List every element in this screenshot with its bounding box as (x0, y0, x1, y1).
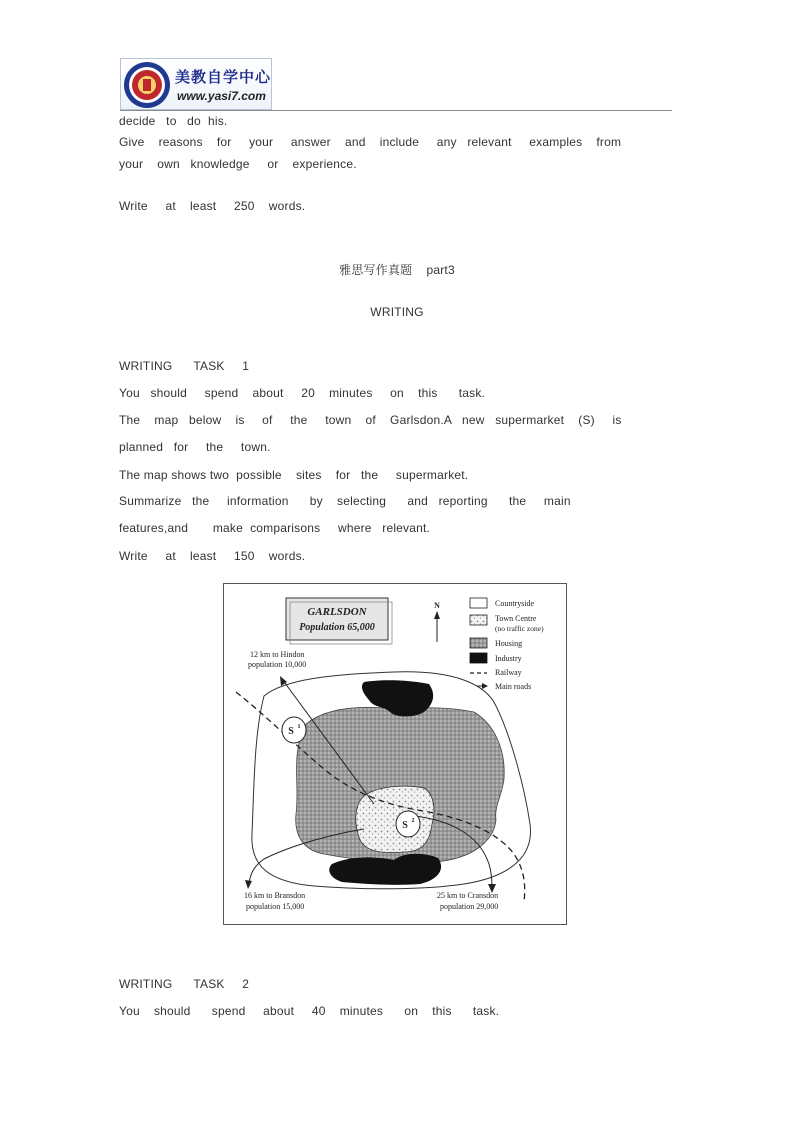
site-2-number: 2 (411, 818, 415, 824)
hindon-population: population 10,000 (248, 660, 307, 669)
text-line: You should spend about 40 minutes on this task. (119, 1004, 500, 1018)
text-line: decide to do his. (119, 114, 228, 128)
legend-main-roads: Main roads (495, 682, 532, 691)
text-line: Write at least 150 words. (119, 549, 306, 563)
text-line: The map shows two possible sites for the supermarket. (119, 468, 469, 482)
map-title-box (286, 598, 392, 644)
town-centre-area (356, 786, 434, 853)
map-legend (470, 598, 544, 691)
legend-town-centre-note: (no traffic zone) (495, 624, 544, 633)
text-line: The map below is of the town of Garlsdon.A new supermarket (S) is (119, 413, 622, 427)
task2-heading: WRITING TASK 2 (119, 977, 250, 991)
site-logo (120, 58, 272, 110)
text-line: planned for the town. (119, 440, 271, 454)
site-1-marker (282, 717, 306, 743)
text-line: your own knowledge or experience. (119, 157, 357, 171)
text-line: Give reasons for your answer and include any relevant examples from (119, 135, 622, 149)
text-line: Summarize the information by selecting and reporting the main (119, 494, 571, 508)
site-2-marker (396, 811, 420, 837)
north-arrow-icon (434, 601, 440, 642)
north-label: N (434, 601, 440, 610)
cransdon-population: population 29,000 (440, 902, 499, 911)
cransdon-label: 25 km to Cransdon (437, 891, 499, 900)
site-2-label: S (402, 820, 408, 831)
legend-industry: Industry (495, 654, 522, 663)
map-population: Population 65,000 (299, 622, 375, 633)
header-divider (120, 110, 672, 111)
bransdon-label: 16 km to Bransdon (244, 891, 306, 900)
legend-town-centre: Town Centre (495, 614, 537, 623)
writing-heading: WRITING (370, 305, 424, 319)
legend-housing: Housing (495, 639, 523, 648)
logo-url: www.yasi7.com (177, 89, 266, 103)
site-1-label: S (288, 726, 294, 737)
task1-heading: WRITING TASK 1 (119, 359, 250, 373)
text-line: features,and make comparisons where relevant. (119, 521, 431, 535)
section-title: 雅思写作真题 part3 (339, 263, 455, 277)
hindon-label: 12 km to Hindon (250, 650, 305, 659)
garlsdon-map (223, 583, 567, 925)
bransdon-population: population 15,000 (246, 902, 305, 911)
legend-countryside: Countryside (495, 599, 535, 608)
map-town-name: GARLSDON (307, 606, 367, 618)
map-graphic (224, 584, 568, 926)
legend-railway: Railway (495, 668, 522, 677)
text-line: Write at least 250 words. (119, 199, 306, 213)
site-1-number: 1 (297, 724, 301, 730)
logo-text: 美教自学中心 (175, 68, 272, 86)
text-line: You should spend about 20 minutes on this task. (119, 386, 486, 400)
logo-emblem-icon (123, 61, 171, 109)
